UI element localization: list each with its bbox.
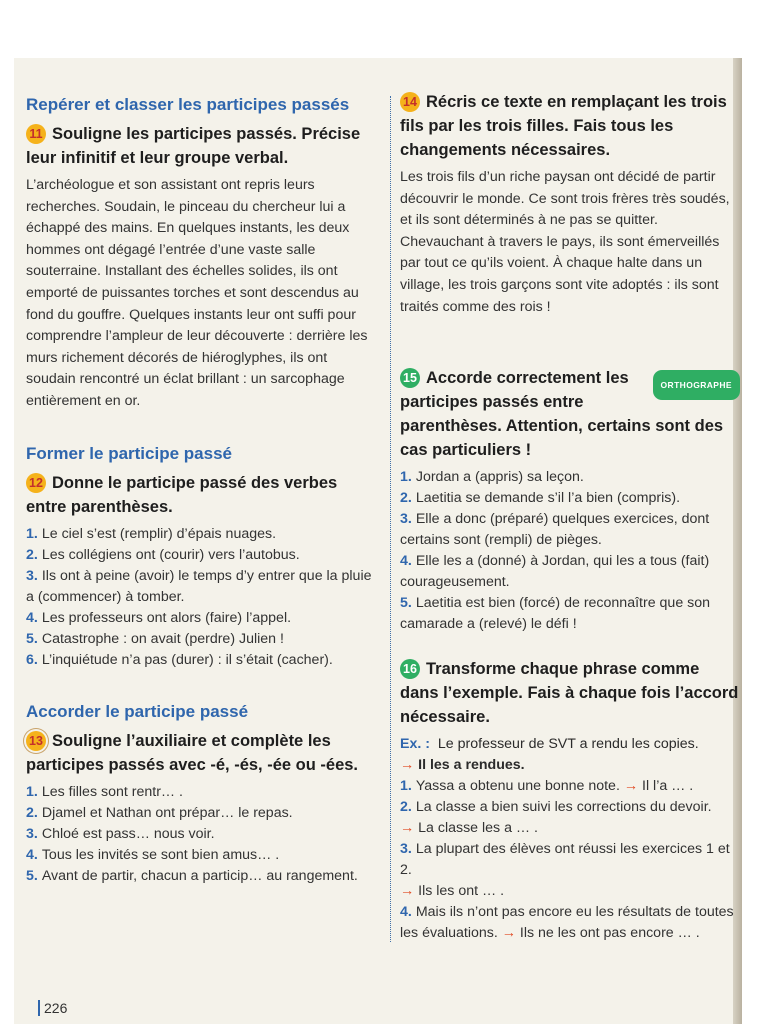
exercise-12-list <box>26 524 374 671</box>
exercise-14-text: Les trois fils d’un riche paysan ont décidé de partir découvrir le monde. Ce sont trois frères très soudés, et ils sont déterminés à ne pas se quitter. Chevauchant à travers le pays, ils sont émerveillés par tout ce qu’ils voient. À chaque halte dans un village, les trois garçons sont vite adoptés : ils sont traités comme des rois ! <box>400 169 730 315</box>
list-item: 4. Mais ils n’ont pas encore eu les résultats de toutes les évaluations. → Ils ne les ont pas encore … . <box>400 904 734 942</box>
list-item: → Ils les ont … . <box>400 883 505 900</box>
list-item: 2. Laetitia se demande s’il l’a bien (compris). <box>400 490 681 507</box>
exercise-number-13: 13 <box>26 731 46 751</box>
exercise-16-title: 16 Transforme chaque phrase comme dans l’exemple. Fais à chaque fois l’accord nécessaire. <box>400 660 739 727</box>
list-item: 5. Avant de partir, chacun a particip… au rangement. <box>26 867 358 884</box>
list-item: 3. Elle a donc (préparé) quelques exercices, dont certains sont (rempli) de pièges. <box>400 511 710 549</box>
list-item: 3. Chloé est pass… nous voir. <box>26 825 215 842</box>
list-item: 3. La plupart des élèves ont réussi les exercices 1 et 2. <box>400 841 730 879</box>
exercise-number-16: 16 <box>400 659 420 679</box>
arrow-icon: → <box>400 883 415 900</box>
list-item: 6. L’inquiétude n’a pas (durer) : il s’était (cacher). <box>26 651 333 668</box>
exercise-number-15: 15 <box>400 368 420 388</box>
list-item: 3. Ils ont à peine (avoir) le temps d’y entrer que la pluie a (commencer) à tomber. <box>26 567 372 605</box>
arrow-icon: → <box>501 925 516 942</box>
exercise-13-title: 13 Souligne l’auxiliaire et complète les participes passés avec -é, -és, -ée ou -ées. <box>26 731 359 774</box>
exercise-number-14: 14 <box>400 92 420 112</box>
exercise-number-12: 12 <box>26 473 46 493</box>
section-title-reperer: Repérer et classer les participes passés <box>26 95 350 114</box>
orthographe-badge: ORTHOGRAPHE <box>653 370 740 400</box>
arrow-icon: → <box>400 820 415 837</box>
exercise-number-11: 11 <box>26 124 46 144</box>
exercise-12-title: 12 Donne le participe passé des verbes entre parenthèses. <box>26 473 338 516</box>
list-item: 5. Catastrophe : on avait (perdre) Julien ! <box>26 630 284 647</box>
exercise-13-list <box>26 782 374 887</box>
arrow-icon: → <box>623 778 639 795</box>
list-item: 4. Les professeurs ont alors (faire) l’appel. <box>26 609 292 626</box>
list-item: → La classe les a … . <box>400 820 539 837</box>
list-item: 5. Laetitia est bien (forcé) de reconnaître que son camarade a (relevé) le défi ! <box>400 595 711 633</box>
arrow-icon: → <box>400 757 415 774</box>
exercise-16-list <box>400 776 740 944</box>
page-number: 226 <box>38 1000 67 1016</box>
exercise-11-text: L’archéologue et son assistant ont repris leurs recherches. Soudain, le pinceau du chercheur lui a échappé des mains. En quelques instants, les deux hommes ont dégagé l’entrée d’une vaste salle souterraine. Installant des échelles solides, ils ont emporté de puissantes torches et sont descendus au fond du gouffre. Quelques instants leur ont suffi pour comprendre l’ampleur de leur découverte : derrière les murs richement décorés de hiéroglyphes, ils ont soudain rencontré un éclat brillant : un sarcophage entièrement en or. <box>26 177 368 409</box>
list-item: 2. Djamel et Nathan ont prépar… le repas. <box>26 804 293 821</box>
exercise-15-list <box>400 467 740 635</box>
left-column <box>26 94 374 887</box>
list-item: 1. Le ciel s’est (remplir) d’épais nuages. <box>26 525 277 542</box>
list-item: 1. Jordan a (appris) sa leçon. <box>400 469 584 486</box>
exercise-15-title: ORTHOGRAPHE 15 Accorde correctement les participes passés entre parenthèses. Attention, certains sont des cas particuliers ! <box>400 366 740 462</box>
list-item: 2. Les collégiens ont (courir) vers l’autobus. <box>26 546 300 563</box>
exercise-16-example-answer: → Il les a rendues. <box>400 757 525 774</box>
list-item: 1. Yassa a obtenu une bonne note. → Il l’a … . <box>400 778 694 795</box>
exercise-11-title: 11 Souligne les participes passés. Précise leur infinitif et leur groupe verbal. <box>26 125 361 167</box>
list-item: 2. La classe a bien suivi les corrections du devoir. <box>400 799 712 816</box>
list-item: 4. Tous les invités se sont bien amus… . <box>26 846 280 863</box>
section-title-former: Former le participe passé <box>26 443 232 463</box>
exercise-16-example: Ex. : Le professeur de SVT a rendu les copies. <box>400 736 699 753</box>
column-divider <box>390 96 391 942</box>
right-column <box>400 90 740 944</box>
exercise-14-title: 14 Récris ce texte en remplaçant les trois fils par les trois filles. Fais tous les changements nécessaires. <box>400 93 727 159</box>
list-item: 4. Elle les a (donné) à Jordan, qui les a tous (fait) courageusement. <box>400 553 710 591</box>
section-title-accorder: Accorder le participe passé <box>26 701 249 721</box>
list-item: 1. Les filles sont rentr… . <box>26 783 183 800</box>
